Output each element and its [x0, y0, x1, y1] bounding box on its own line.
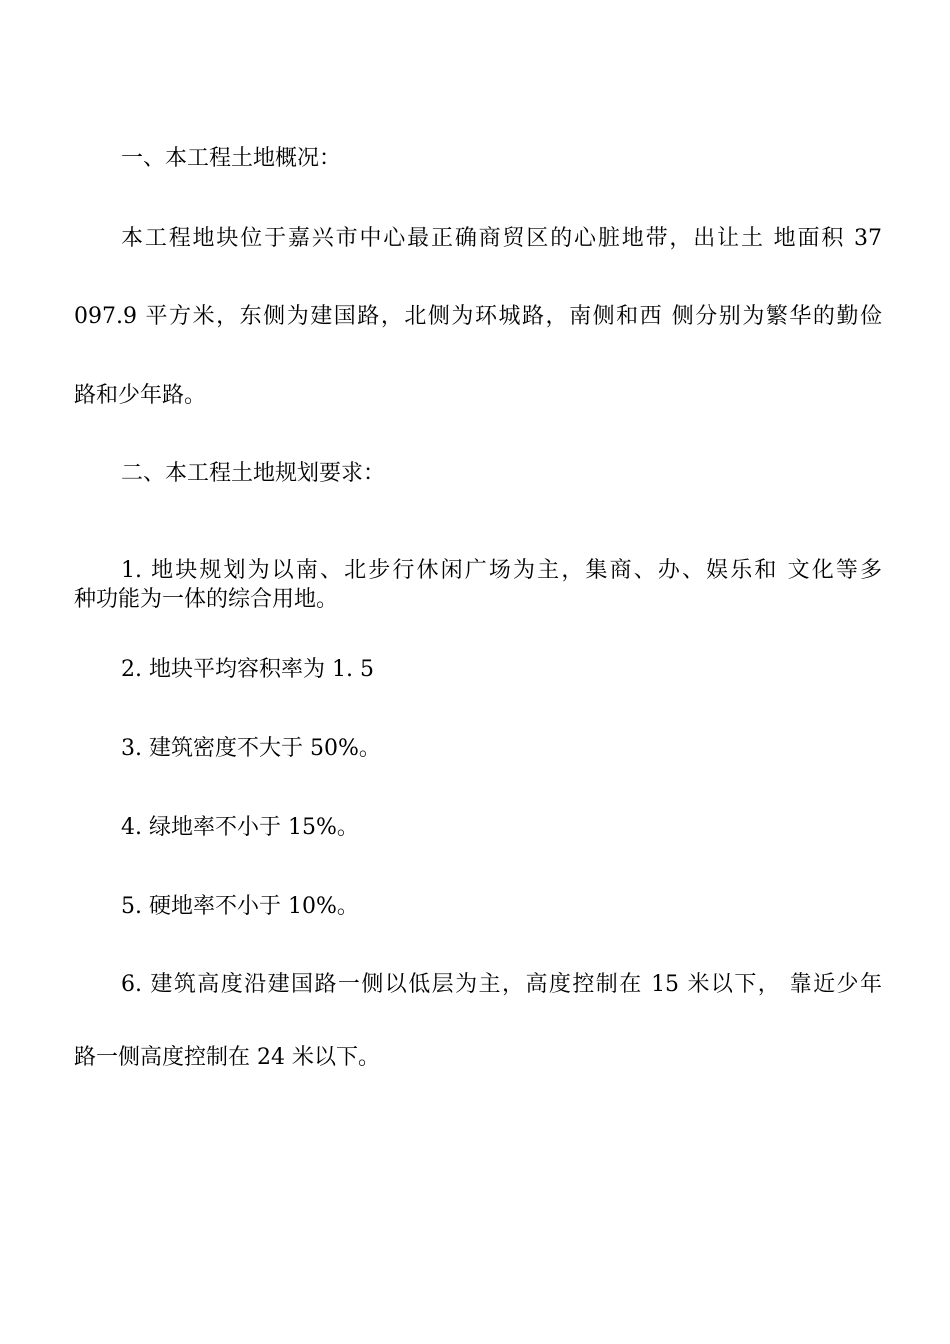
item6-line-1: 6. 建筑高度沿建国路一侧以低层为主，高度控制在 15 米以下， 靠近少年 [121, 972, 882, 997]
item1-line-2: 种功能为一体的综合用地。 [74, 587, 339, 612]
item6-line-2: 路一侧高度控制在 24 米以下。 [74, 1045, 380, 1070]
item4: 4. 绿地率不小于 15%。 [121, 815, 359, 840]
section1-heading: 一、本工程土地概况： [121, 146, 342, 171]
item2: 2. 地块平均容积率为 1. 5 [121, 657, 374, 682]
section1-paragraph-line-2: 097.9 平方米，东侧为建国路，北侧为环城路，南侧和西 侧分别为繁华的勤俭 [74, 304, 882, 329]
section1-paragraph-line-1: 本工程地块位于嘉兴市中心最正确商贸区的心脏地带，出让土 地面积 37 [121, 226, 882, 251]
section2-heading: 二、本工程土地规划要求： [121, 461, 386, 486]
item5: 5. 硬地率不小于 10%。 [121, 894, 359, 919]
item1-line-1: 1. 地块规划为以南、北步行休闲广场为主，集商、办、娱乐和 文化等多 [121, 558, 882, 583]
item3: 3. 建筑密度不大于 50%。 [121, 736, 381, 761]
section1-paragraph-line-3: 路和少年路。 [74, 383, 207, 408]
